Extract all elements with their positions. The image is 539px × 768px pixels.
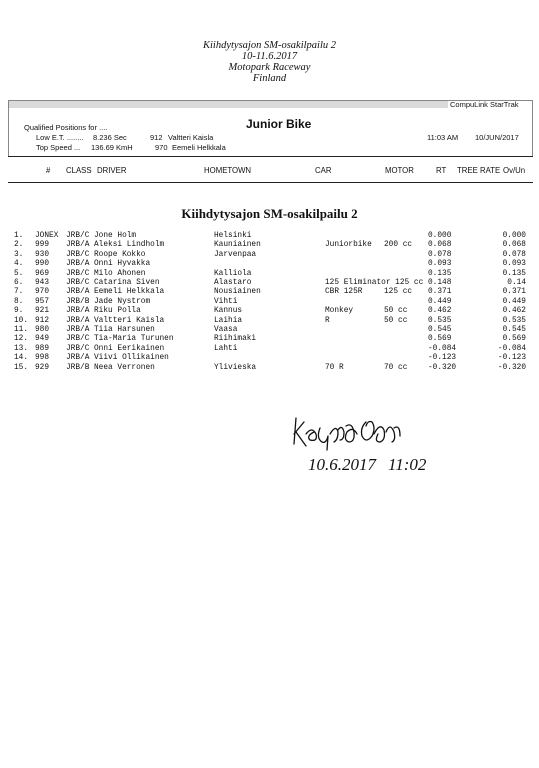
cell-motor: 125 cc	[384, 288, 413, 297]
cell-hometown: Kauniainen	[214, 241, 261, 250]
col-hometown: HOMETOWN	[204, 166, 252, 175]
cell-pos: 7.	[14, 288, 24, 297]
cell-ovun: 0.000	[502, 232, 526, 240]
cell-ovun: 0.078	[502, 250, 526, 259]
cell-hometown: Kalliola	[214, 269, 252, 278]
cell-ovun: -0.320	[497, 363, 526, 372]
cell-num: 929	[35, 363, 50, 372]
cell-ovun: 0.545	[502, 326, 526, 334]
cell-rt: 0.000	[428, 232, 452, 240]
section-title: Kiihdytysajon SM-osakilpailu 2	[181, 206, 358, 221]
table-row	[0, 307, 539, 316]
cell-driver: Valtteri Kaisla	[94, 316, 165, 325]
cell-num: 943	[35, 279, 50, 287]
svg-text:10.6.2017: 10.6.2017	[308, 455, 376, 474]
cell-cls: JRB/A	[66, 326, 90, 334]
cell-pos: 8.	[14, 297, 24, 306]
cell-pos: 12.	[14, 335, 29, 344]
cell-hometown: Kannus	[214, 307, 243, 316]
cell-pos: 3.	[14, 250, 24, 259]
cell-pos: 10.	[14, 316, 29, 325]
cell-cls: JRB/C	[66, 279, 90, 287]
cell-rt: 0.135	[428, 269, 452, 278]
cell-ovun: 0.449	[502, 297, 526, 306]
cell-pos: 13.	[14, 344, 29, 353]
cell-motor: 70 cc	[384, 363, 408, 372]
cell-driver: Viivi Ollikainen	[94, 354, 169, 363]
top-speed-label: Top Speed ...	[36, 143, 81, 152]
col-class: CLASS	[66, 166, 92, 175]
cell-pos: 5.	[14, 269, 24, 278]
cell-num: 949	[35, 335, 50, 344]
cell-hometown: Helsinki	[214, 232, 252, 240]
cell-num: 980	[35, 326, 50, 334]
cell-rt: 0.078	[428, 250, 452, 259]
cell-ovun: -0.123	[497, 354, 526, 363]
cell-num: 969	[35, 269, 50, 278]
qualified-label: Qualified Positions for ....	[24, 123, 108, 132]
cell-cls: JRB/C	[66, 232, 90, 240]
low-et-driver: Valtteri Kaisla	[168, 133, 214, 142]
cell-num: 957	[35, 297, 50, 306]
table-row	[0, 335, 539, 344]
cell-pos: 15.	[14, 363, 29, 372]
cell-rt: 0.068	[428, 241, 452, 250]
cell-num: 970	[35, 288, 50, 297]
cell-ovun: 0.14	[507, 279, 526, 287]
col-driver: DRIVER	[97, 166, 127, 175]
cell-cls: JRB/A	[66, 288, 90, 297]
cell-pos: 4.	[14, 260, 24, 269]
cell-hometown: Ylivieska	[214, 363, 257, 372]
cell-rt: 0.545	[428, 326, 452, 334]
cell-driver: Riku Polla	[94, 307, 141, 316]
signature-date	[308, 455, 427, 474]
event-country: Finland	[252, 73, 287, 84]
col-num: #	[46, 166, 51, 175]
cell-ovun: 0.569	[502, 335, 526, 344]
col-rt: RT	[436, 166, 447, 175]
cell-pos: 6.	[14, 279, 24, 287]
event-title: Kiihdytysajon SM-osakilpailu 2	[203, 40, 336, 51]
table-row	[0, 232, 539, 241]
cell-ovun: 0.462	[502, 307, 526, 316]
cell-car: 70 R	[325, 363, 344, 372]
cell-driver: Neea Verronen	[94, 363, 155, 372]
report-time: 11:03 AM	[427, 133, 459, 142]
cell-num: 912	[35, 316, 50, 325]
col-motor: MOTOR	[385, 166, 414, 175]
cell-rt: 0.462	[428, 307, 452, 316]
cell-rt: -0.084	[428, 344, 457, 353]
table-row	[0, 260, 539, 269]
signature-handwriting	[290, 412, 470, 478]
table-row	[0, 354, 539, 363]
cell-hometown: Vihti	[214, 297, 238, 306]
cell-num: JONEX	[35, 232, 59, 240]
cell-pos: 11.	[14, 326, 29, 334]
column-header-row	[0, 166, 539, 178]
cell-num: 989	[35, 344, 50, 353]
cell-driver: Catarina Siven	[94, 279, 160, 287]
cell-num: 999	[35, 241, 50, 250]
cell-cls: JRB/B	[66, 297, 90, 306]
low-et-value: 8.236 Sec	[93, 133, 127, 142]
cell-num: 998	[35, 354, 50, 363]
cell-driver: Tiia Harsunen	[94, 326, 155, 334]
cell-pos: 2.	[14, 241, 24, 250]
table-row	[0, 364, 539, 373]
cell-motor: 50 cc	[384, 316, 408, 325]
cell-car: R	[325, 316, 330, 325]
cell-cls: JRB/A	[66, 354, 90, 363]
info-frame-right	[532, 100, 533, 156]
cell-driver: Aleksi Lindholm	[94, 241, 165, 250]
cell-rt: -0.123	[428, 354, 457, 363]
cell-hometown: Laihia	[214, 316, 243, 325]
low-et-label: Low E.T. ........	[36, 133, 84, 142]
cell-num: 921	[35, 307, 50, 316]
info-frame-left	[8, 100, 9, 156]
cell-pos: 9.	[14, 307, 24, 316]
col-car: CAR	[315, 166, 332, 175]
cell-car: Juniorbike	[325, 241, 372, 250]
cell-num: 990	[35, 260, 50, 269]
system-name: CompuLink StarTrak	[450, 100, 519, 109]
col-ov-un: Ov/Un	[503, 166, 526, 175]
event-dates: 10-11.6.2017	[241, 51, 298, 62]
cell-ovun: 0.093	[502, 260, 526, 269]
cell-hometown: Riihimaki	[214, 335, 257, 344]
cell-driver: Onni Eerikainen	[94, 344, 165, 353]
table-row	[0, 345, 539, 354]
table-row	[0, 326, 539, 335]
cell-rt: 0.148	[428, 279, 452, 287]
cell-driver: Onni Hyvakka	[94, 260, 151, 269]
table-row	[0, 298, 539, 307]
cell-rt: 0.371	[428, 288, 452, 297]
cell-hometown: Alastaro	[214, 279, 252, 287]
cell-driver: Jone Holm	[94, 232, 137, 240]
cell-pos: 14.	[14, 354, 29, 363]
results-table	[0, 232, 539, 422]
low-et-number: 912	[150, 133, 163, 142]
cell-hometown: Nousiainen	[214, 288, 261, 297]
cell-rt: 0.569	[428, 335, 452, 344]
header-rule-bottom	[8, 182, 533, 183]
col-tree-rate: TREE RATE	[457, 166, 501, 175]
cell-cls: JRB/C	[66, 344, 90, 353]
report-date: 10/JUN/2017	[475, 133, 519, 142]
cell-car: 125 Eliminator 125 cc	[325, 279, 424, 287]
cell-cls: JRB/A	[66, 260, 90, 269]
dotted-band	[8, 101, 448, 108]
top-speed-number: 970	[155, 143, 168, 152]
cell-driver: Jade Nystrom	[94, 297, 151, 306]
table-row	[0, 279, 539, 288]
cell-hometown: Vaasa	[214, 326, 238, 334]
cell-car: CBR 125R	[325, 288, 363, 297]
cell-cls: JRB/A	[66, 241, 90, 250]
table-row	[0, 241, 539, 250]
header-rule-top	[8, 156, 533, 157]
cell-driver: Eemeli Helkkala	[94, 288, 165, 297]
cell-ovun: 0.371	[502, 288, 526, 297]
table-row	[0, 288, 539, 297]
cell-ovun: 0.068	[502, 241, 526, 250]
table-row	[0, 317, 539, 326]
cell-motor: 50 cc	[384, 307, 408, 316]
cell-cls: JRB/C	[66, 269, 90, 278]
cell-cls: JRB/A	[66, 316, 90, 325]
cell-rt: -0.320	[428, 363, 457, 372]
cell-rt: 0.535	[428, 316, 452, 325]
cell-rt: 0.093	[428, 260, 452, 269]
cell-car: Monkey	[325, 307, 354, 316]
cell-cls: JRB/C	[66, 250, 90, 259]
cell-driver: Milo Ahonen	[94, 269, 146, 278]
cell-ovun: 0.535	[502, 316, 526, 325]
top-speed-value: 136.69 KmH	[91, 143, 133, 152]
cell-rt: 0.449	[428, 297, 452, 306]
cell-ovun: -0.084	[497, 344, 526, 353]
cell-driver: Roope Kokko	[94, 250, 146, 259]
cell-hometown: Lahti	[214, 344, 238, 353]
cell-cls: JRB/C	[66, 335, 90, 344]
table-row	[0, 251, 539, 260]
cell-cls: JRB/A	[66, 307, 90, 316]
cell-ovun: 0.135	[502, 269, 526, 278]
cell-motor: 200 cc	[384, 241, 413, 250]
cell-driver: Tia-Maria Turunen	[94, 335, 174, 344]
cell-hometown: Jarvenpaa	[214, 250, 257, 259]
event-venue: Motopark Raceway	[228, 62, 311, 73]
svg-text:11:02: 11:02	[388, 455, 427, 474]
cell-num: 930	[35, 250, 50, 259]
cell-pos: 1.	[14, 232, 24, 240]
top-speed-driver: Eemeli Helkkala	[172, 143, 226, 152]
class-title: Junior Bike	[246, 117, 312, 131]
table-row	[0, 270, 539, 279]
cell-cls: JRB/B	[66, 363, 90, 372]
